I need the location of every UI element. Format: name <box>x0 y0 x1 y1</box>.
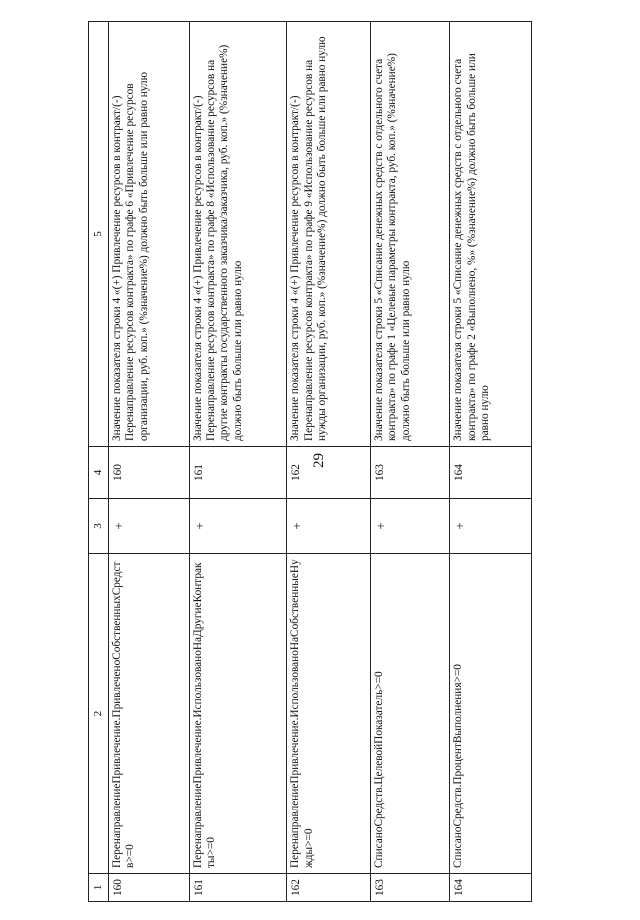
rule-expression: СписаноСредств.ЦелевойПоказатель>=0 <box>370 554 450 874</box>
validation-rules-table <box>88 21 532 902</box>
table-row <box>370 22 450 902</box>
rule-expression: СписаноСредств.ПроцентВыполнения>=0 <box>450 554 532 874</box>
table-header-row <box>89 22 109 902</box>
column-header-3: 3 <box>89 499 109 554</box>
rule-expression: ПеренаправлениеПривлечение.ПривлеченоСобственныхСредств>=0 <box>109 554 190 874</box>
column-header-5: 5 <box>89 22 109 447</box>
row-number: 160 <box>109 874 190 902</box>
table-row <box>109 22 190 902</box>
table-row <box>189 22 287 902</box>
rule-description: Значение показателя строки 5 «Списание денежных средств с отдельного счета контракта» по графе 2 «Выполнено, %» (%значение%) должно быть больше или равно нулю <box>450 22 532 447</box>
rule-flag: + <box>370 499 450 554</box>
rule-code: 161 <box>189 447 287 499</box>
column-header-1: 1 <box>89 874 109 902</box>
column-header-2: 2 <box>89 554 109 874</box>
rule-description: Значение показателя строки 4 «(+) Привлечение ресурсов в контракт/(-) Перенаправление ресурсов контракта» по графе 6 «Привлечение ресурсов организации, руб. коп.» (%значение%) должно быть больше или равно нулю <box>109 22 190 447</box>
row-number: 163 <box>370 874 450 902</box>
row-number: 161 <box>189 874 287 902</box>
row-number: 164 <box>450 874 532 902</box>
rule-code: 162 <box>287 447 371 499</box>
table-row <box>450 22 532 902</box>
rule-code: 164 <box>450 447 532 499</box>
rule-flag: + <box>450 499 532 554</box>
rule-flag: + <box>287 499 371 554</box>
rule-description: Значение показателя строки 4 «(+) Привлечение ресурсов в контракт/(-) Перенаправление ресурсов контракта» по графе 9 «Использование ресурсов на нужды организации, руб. коп.» (%значение%) должно быть больше или равно нулю <box>287 22 371 447</box>
rotated-page <box>88 22 532 902</box>
table-row <box>287 22 371 902</box>
rule-code: 160 <box>109 447 190 499</box>
row-number: 162 <box>287 874 371 902</box>
rule-expression: ПеренаправлениеПривлечение.ИспользованоНаДругиеКонтракты>=0 <box>189 554 287 874</box>
rule-description: Значение показателя строки 5 «Списание денежных средств с отдельного счета контракта» по графе 1 «Целевые параметры контракта, руб. коп.» (%значение%) должно быть больше или равно нулю <box>370 22 450 447</box>
rule-code: 163 <box>370 447 450 499</box>
page-number: 29 <box>311 453 327 468</box>
rule-flag: + <box>189 499 287 554</box>
column-header-4: 4 <box>89 447 109 499</box>
rule-description: Значение показателя строки 4 «(+) Привлечение ресурсов в контракт/(-) Перенаправление ресурсов контракта» по графе 8 «Использование ресурсов на другие контракты государственного заказчика/заказчика, руб. коп.» (%значение%) должно быть больше или равно нулю <box>189 22 287 447</box>
rule-expression: ПеренаправлениеПривлечение.ИспользованоНаСобственныеНужды>=0 <box>287 554 371 874</box>
rule-flag: + <box>109 499 190 554</box>
